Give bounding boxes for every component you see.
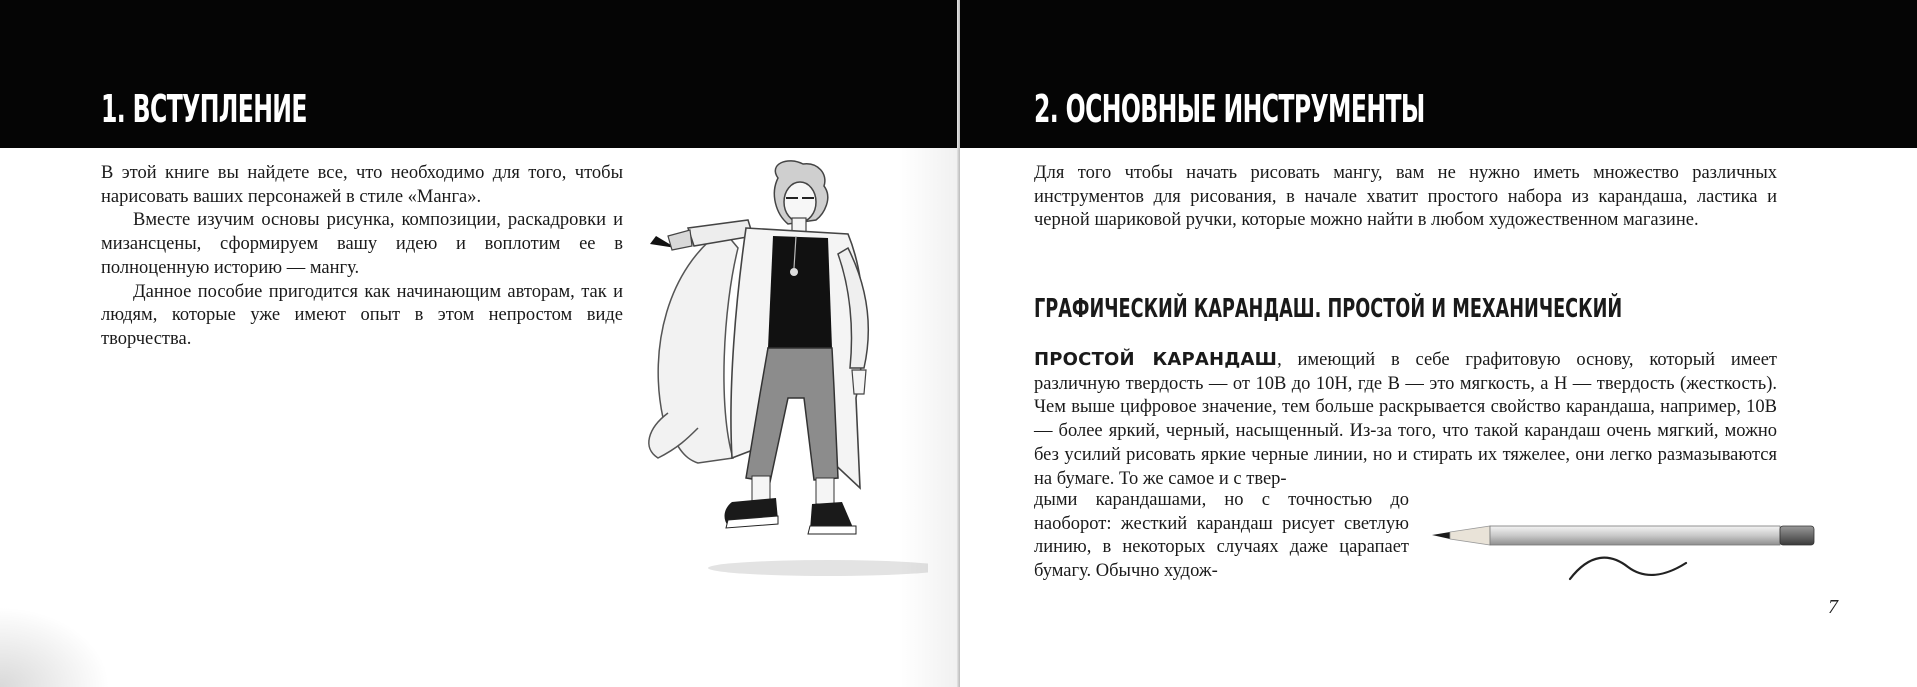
tools-intro-paragraph: Для того чтобы начать рисовать мангу, вам не нужно иметь множество различных инструментов для рисования, в начале хватит простого набора из карандаша, ластика и черной шариковой ручки, которые можно найти в любом художественном магазине. — [1034, 163, 1777, 231]
introduction-text — [101, 162, 623, 352]
intro-paragraph-1: В этой книге вы найдете все, что необходимо для того, чтобы нарисовать ваших персонажей в стиле «Манга». — [101, 163, 623, 207]
intro-paragraph-3: Данное пособие пригодится как начинающим авторам, так и людям, которые уже имеют опыт в этом непростом виде творчества. — [101, 281, 623, 349]
left-header-band — [0, 0, 958, 148]
pencil-description-text: , имеющий в себе графитовую основу, который имеет различную твердость — от 10B до 10H, где B — это мягкость, а H — твердость (жесткость). Чем выше цифровое значение, тем больше раскрывается свойство карандаша, например, 10B — более яркий, черный, насыщенный. Из-за того, что такой карандаш очень мягкий, можно без усилий рисовать яркие черные линии, но и стирать их тяжелее, они легко размазываются на бумаге. То же самое и с твер- — [1034, 350, 1777, 489]
chapter-title-tools: 2. ОСНОВНЫЕ ИНСТРУМЕНТЫ — [1034, 87, 1425, 131]
pencil-description — [1034, 348, 1777, 491]
section-heading-pencil: ГРАФИЧЕСКИЙ КАРАНДАШ. ПРОСТОЙ И МЕХАНИЧЕСКИЙ — [1034, 294, 1623, 324]
pencil-stroke-sample — [1570, 558, 1686, 579]
pencil-description-continued: дыми карандашами, но с точностью до наоборот: жесткий карандаш рисует светлую линию, в некоторых случаях даже царапает бумагу. Обычно худож- — [1034, 490, 1409, 582]
pencil-lead-icon — [1432, 532, 1450, 539]
right-page — [960, 0, 1917, 687]
chapter-title-introduction: 1. ВСТУПЛЕНИЕ — [101, 87, 307, 131]
pencil-lead-term: ПРОСТОЙ КАРАНДАШ — [1034, 349, 1278, 370]
pencil-illustration — [1430, 515, 1825, 585]
manga-character-illustration — [628, 158, 928, 588]
right-header-band — [960, 0, 1917, 148]
page-number: 7 — [1828, 596, 1838, 618]
left-page — [0, 0, 958, 687]
intro-paragraph-2: Вместе изучим основы рисунка, композиции, раскадровки и мизансцены, сформируем вашу идею и воплотим ее в полноценную историю — мангу. — [101, 210, 623, 278]
